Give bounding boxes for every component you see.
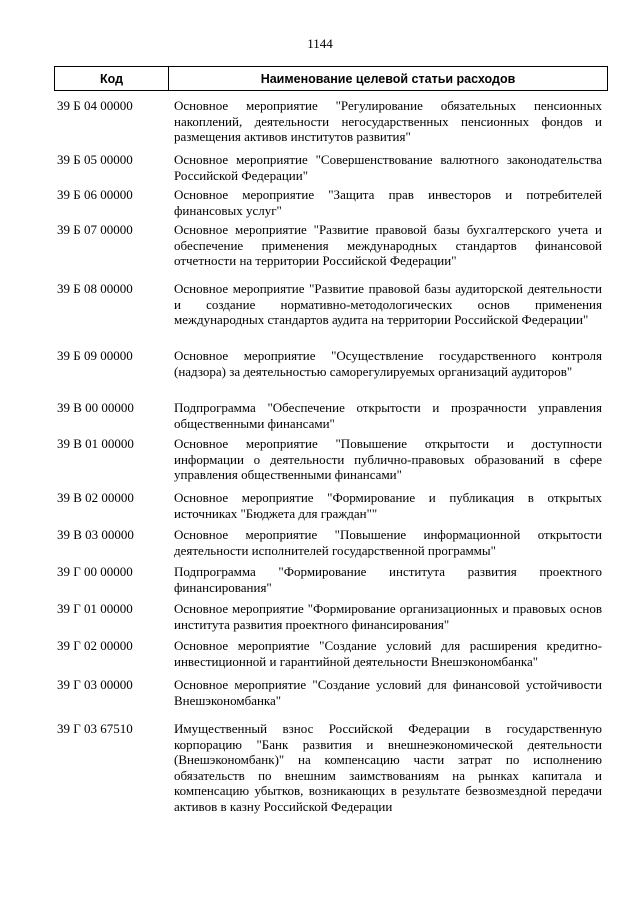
row-code: 39 В 02 00000 — [57, 490, 134, 505]
row-name: Основное мероприятие "Регулирование обязательных пенсионных накоплений, деятельности негосударственных пенсионных фондов и размещения активов институтов развития" — [174, 98, 602, 145]
row-name: Основное мероприятие "Повышение открытости и доступности информации о деятельности публично-правовых образований в сфере управления общественными финансами" — [174, 436, 602, 483]
row-name: Основное мероприятие "Создание условий для финансовой устойчивости Внешэкономбанка" — [174, 677, 602, 708]
row-code: 39 Б 07 00000 — [57, 222, 133, 237]
row-code: 39 В 00 00000 — [57, 400, 134, 415]
row-name: Основное мероприятие "Осуществление государственного контроля (надзора) за деятельностью саморегулируемых организаций аудиторов" — [174, 348, 602, 379]
row-name: Основное мероприятие "Формирование и публикация в открытых источниках "Бюджета для граждан"" — [174, 490, 602, 521]
row-code: 39 Г 01 00000 — [57, 601, 133, 616]
row-code: 39 Б 04 00000 — [57, 98, 133, 113]
page-number: 1144 — [307, 36, 333, 51]
row-name: Основное мероприятие "Защита прав инвесторов и потребителей финансовых услуг" — [174, 187, 602, 218]
row-code: 39 Б 06 00000 — [57, 187, 133, 202]
column-header-code: Код — [55, 67, 169, 90]
row-name: Основное мероприятие "Формирование организационных и правовых основ института развития проектного финансирования" — [174, 601, 602, 632]
row-code: 39 Г 03 00000 — [57, 677, 133, 692]
row-name: Основное мероприятие "Развитие правовой базы бухгалтерского учета и обеспечение применения международных стандартов финансовой отчетности на территории Российской Федерации" — [174, 222, 602, 269]
row-code: 39 Б 09 00000 — [57, 348, 133, 363]
row-code: 39 Г 03 67510 — [57, 721, 133, 736]
row-name: Основное мероприятие "Совершенствование валютного законодательства Российской Федерации" — [174, 152, 602, 183]
row-code: 39 Г 02 00000 — [57, 638, 133, 653]
row-name: Основное мероприятие "Создание условий для расширения кредитно-инвестиционной и гарантийной деятельности Внешэкономбанка" — [174, 638, 602, 669]
row-code: 39 В 03 00000 — [57, 527, 134, 542]
row-name: Основное мероприятие "Повышение информационной открытости деятельности исполнителей государственной программы" — [174, 527, 602, 558]
row-code: 39 Б 05 00000 — [57, 152, 133, 167]
row-name: Подпрограмма "Формирование института развития проектного финансирования" — [174, 564, 602, 595]
column-header-name: Наименование целевой статьи расходов — [260, 71, 516, 86]
row-name: Имущественный взнос Российской Федерации в государственную корпорацию "Банк развития и внешнеэкономической деятельности (Внешэкономбанк)" на компенсацию части затрат по исполнению обязательств по внешним заимствованиям на рынках капитала и компенсацию убытков, возникающих в результате безвозмездной передачи активов в казну Российской Федерации — [174, 721, 602, 814]
row-code: 39 Г 00 00000 — [57, 564, 133, 579]
row-name: Подпрограмма "Обеспечение открытости и прозрачности управления общественными финансами" — [174, 400, 602, 431]
row-code: 39 Б 08 00000 — [57, 281, 133, 296]
row-name: Основное мероприятие "Развитие правовой базы аудиторской деятельности и создание нормативно-методологических основ применения международных стандартов аудита на территории Российской Федерации" — [174, 281, 602, 328]
row-code: 39 В 01 00000 — [57, 436, 134, 451]
table-header — [54, 66, 608, 91]
